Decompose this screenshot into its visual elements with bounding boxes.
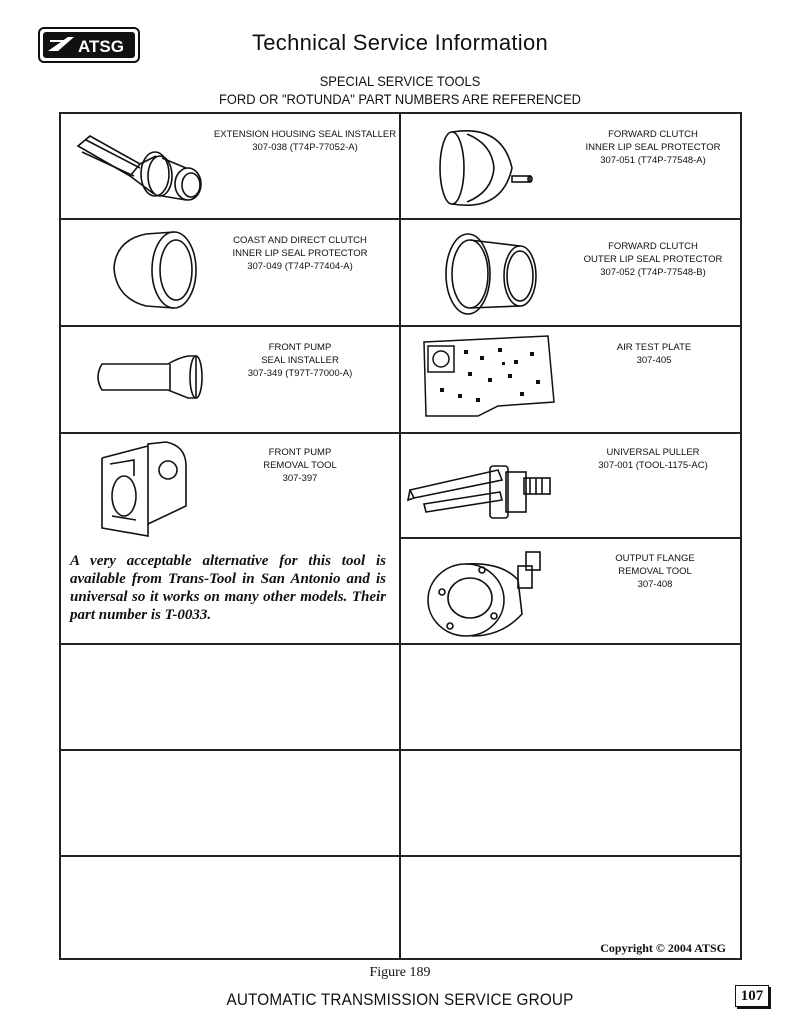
tool-label-pump-installer: FRONT PUMP SEAL INSTALLER 307-349 (T97T-77000-A)	[247, 342, 353, 379]
tool-label-output-flange: OUTPUT FLANGE REMOVAL TOOL 307-408	[615, 553, 695, 590]
tool-label-extension-housing: EXTENSION HOUSING SEAL INSTALLER 307-038 (T74P-77052-A)	[213, 129, 397, 153]
table-row-divider	[59, 432, 742, 434]
table-row-divider	[59, 749, 742, 751]
front-pump-seal-installer-image	[92, 350, 212, 404]
universal-puller-image	[406, 452, 554, 532]
tool-label-universal-puller: UNIVERSAL PULLER 307-001 (TOOL-1175-AC)	[598, 447, 708, 471]
air-test-plate-image	[418, 332, 558, 422]
tool-label-air-test: AIR TEST PLATE 307-405	[616, 342, 692, 366]
table-row-divider	[59, 643, 742, 645]
tool-label-forward-inner: FORWARD CLUTCH INNER LIP SEAL PROTECTOR 307-051 (T74P-77548-A)	[585, 129, 721, 166]
figure-caption: Figure 189	[369, 965, 431, 980]
tool-label-coast-direct: COAST AND DIRECT CLUTCH INNER LIP SEAL PROTECTOR 307-049 (T74P-77404-A)	[232, 235, 368, 272]
forward-clutch-outer-protector-image	[440, 226, 550, 318]
page-title: Technical Service Information	[251, 30, 549, 55]
coast-direct-clutch-protector-image	[104, 226, 204, 316]
page-number: 107	[735, 985, 769, 1007]
table-row-divider	[59, 218, 742, 220]
forward-clutch-inner-protector-image	[432, 124, 542, 212]
subtitle-line-2: FORD OR "ROTUNDA" PART NUMBERS ARE REFERENCED	[219, 91, 581, 107]
output-flange-removal-tool-image	[422, 544, 552, 640]
extension-housing-seal-installer-image	[70, 126, 210, 211]
tool-label-forward-outer: FORWARD CLUTCH OUTER LIP SEAL PROTECTOR 307-052 (T74P-77548-B)	[583, 241, 723, 278]
table-row-divider	[59, 855, 742, 857]
copyright-notice: Copyright © 2004 ATSG	[600, 941, 726, 955]
table-divider-vertical	[399, 112, 401, 960]
table-row-divider	[59, 325, 742, 327]
logo-text: ATSG	[78, 37, 124, 56]
tool-label-pump-removal: FRONT PUMP REMOVAL TOOL 307-397	[263, 447, 337, 484]
alternative-tool-note: A very acceptable alternative for this tool is available from Trans-Tool in San Antonio and is universal so it works on many other models. Their part number is T-0033.	[70, 553, 386, 623]
table-row-divider	[401, 537, 742, 539]
subtitle-line-1: SPECIAL SERVICE TOOLS	[319, 73, 481, 89]
footer-organization: AUTOMATIC TRANSMISSION SERVICE GROUP	[226, 990, 574, 1009]
front-pump-removal-tool-image	[96, 436, 206, 544]
